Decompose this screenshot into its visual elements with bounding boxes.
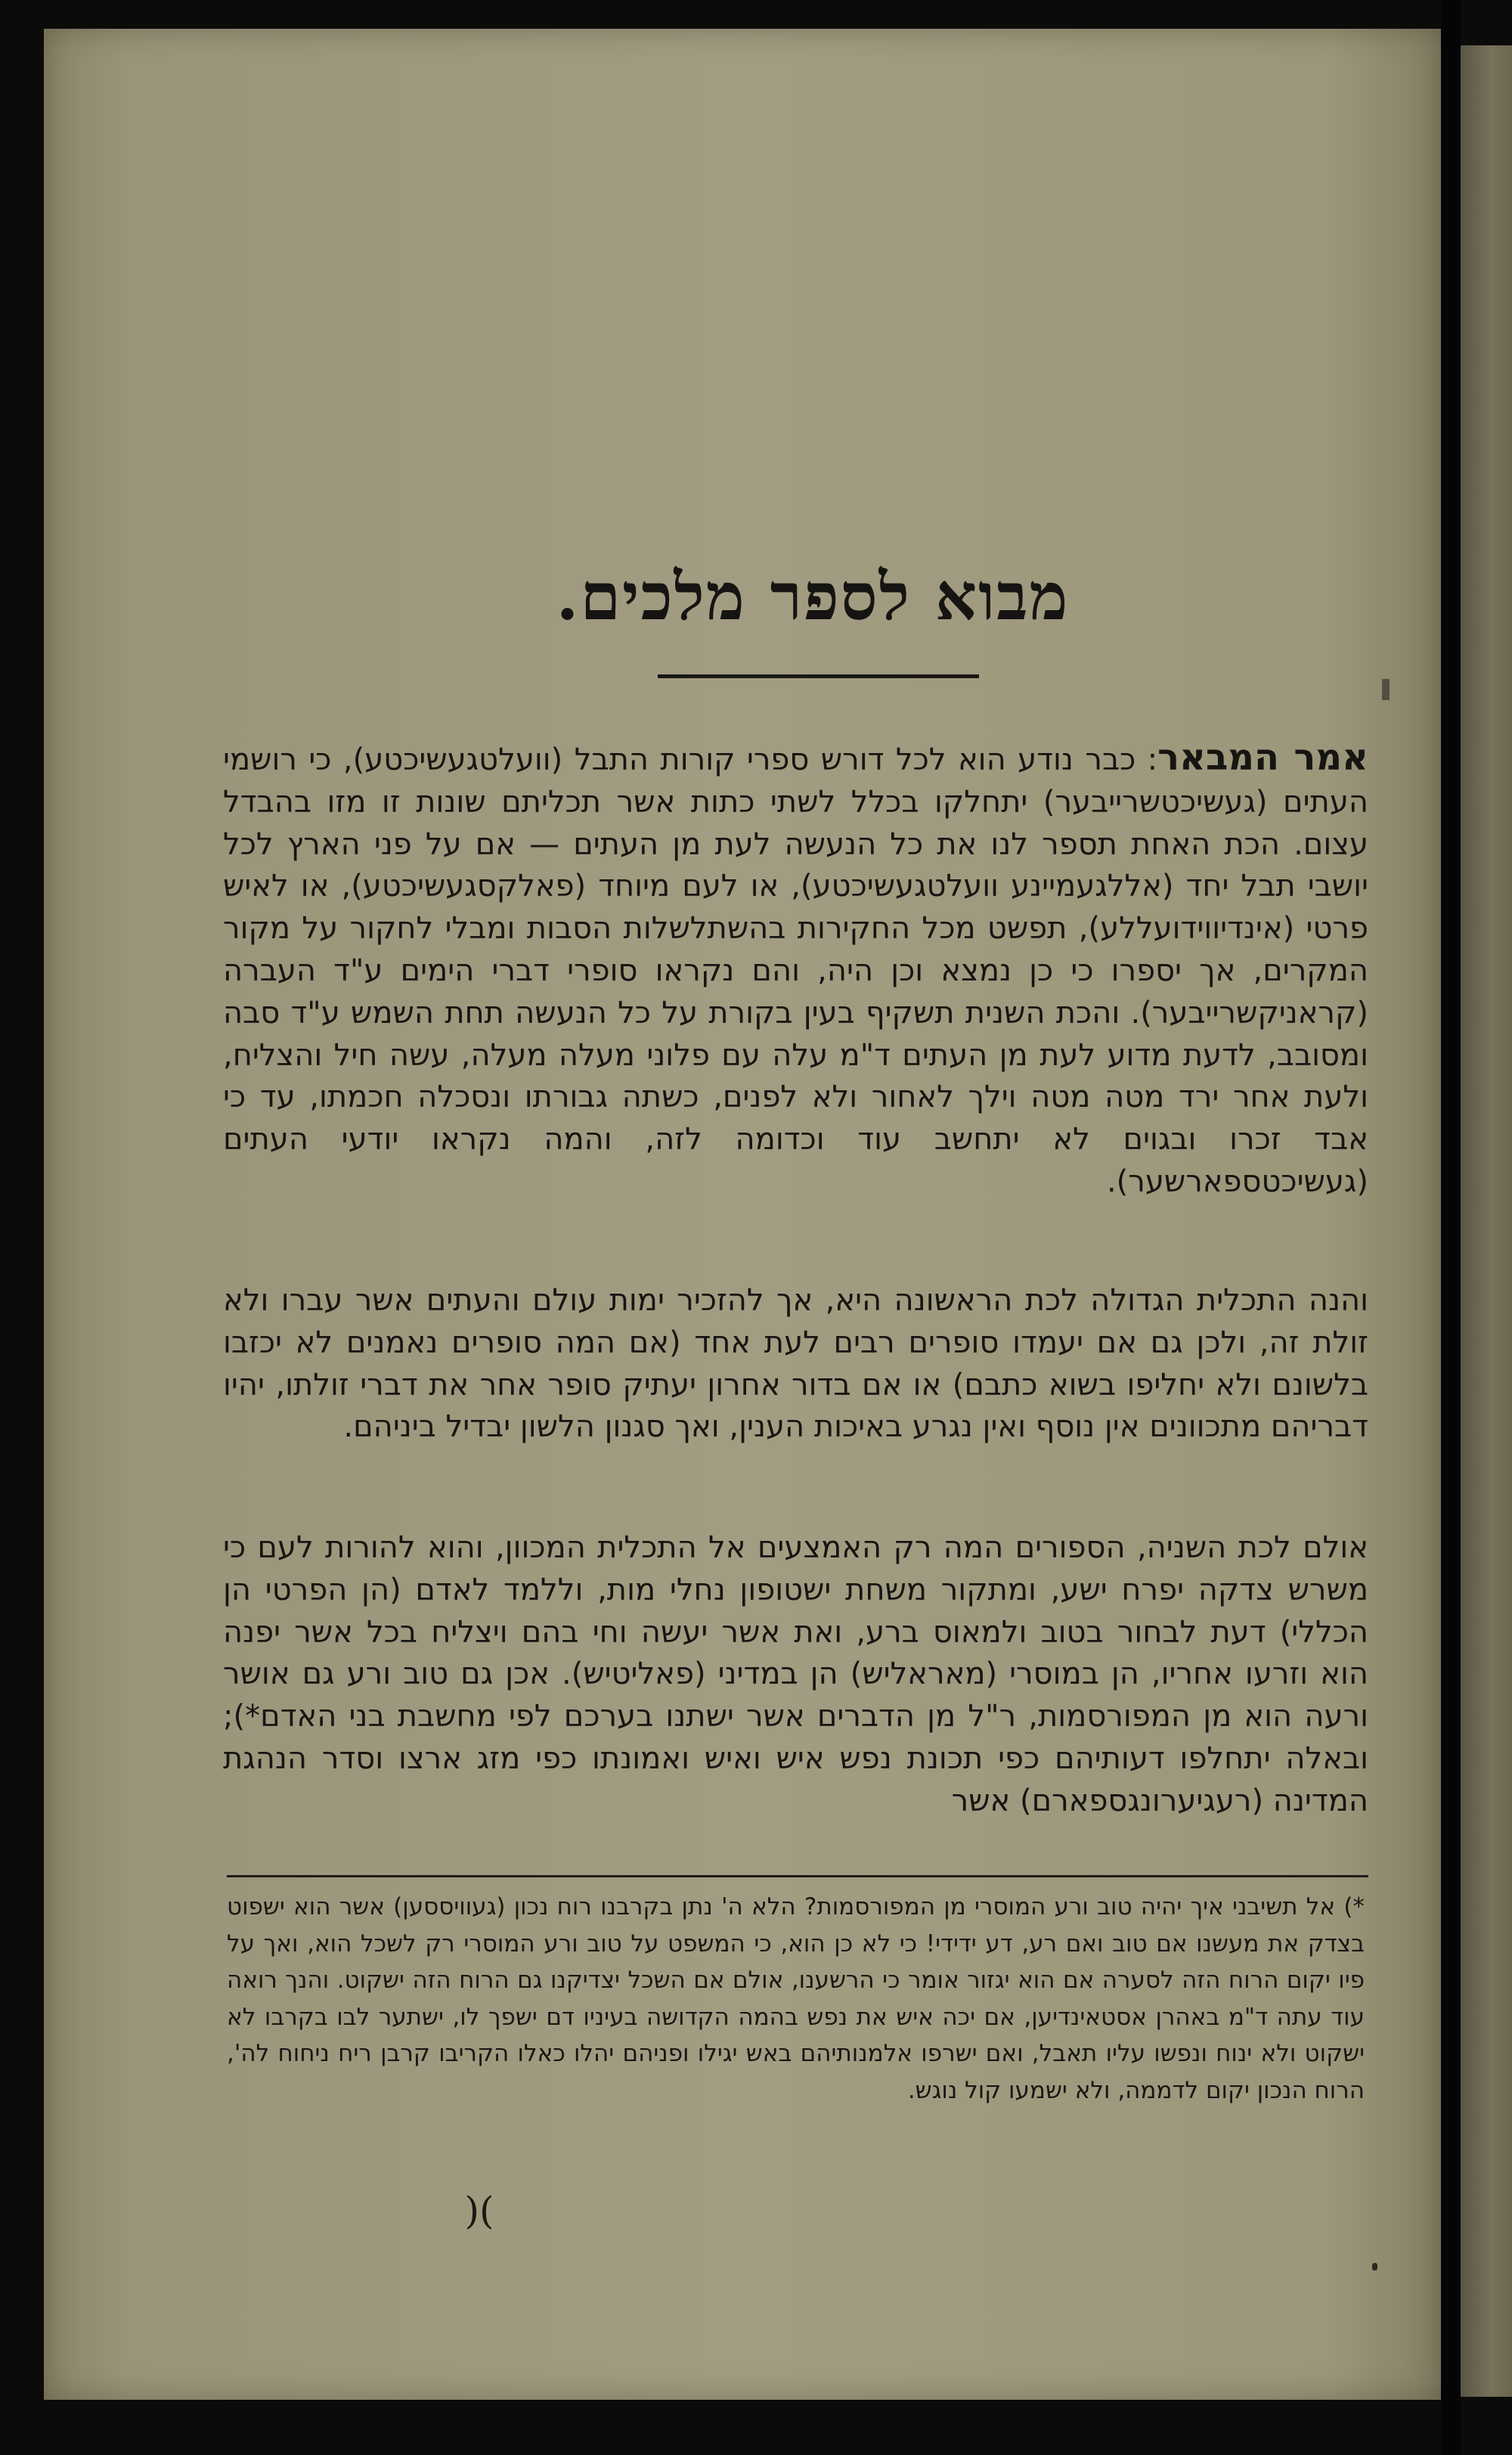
paragraph-3: [223, 1527, 1368, 1823]
paragraph-2-text: והנה התכלית הגדולה לכת הראשונה היא, אך להזכיר ימות עולם והעתים אשר עברו ולא זולת זה, ולכן גם אם יעמדו סופרים רבים לעת אחד (אם המה סופרים נאמנים לא יכזבו בלשונם ולא יחליפו בשוא כתבם) או אם בדור אחרון יעתיק סופר אחר את דברי זולתו, יהיו דבריהם מתכוונים אין נוסף ואין נגרע באיכות הענין, ואך סגנון הלשון יבדיל ביניהם.: [223, 1283, 1368, 1445]
footnote: *) אל תשיבני איך יהיה טוב ורע המוסרי מן המפורסמות? הלא ה' נתן בקרבנו רוח נכון (געוויססען) אשר הוא ישפוט בצדק את מעשנו אם טוב ואם רע, דע ידידי! כי לא כן הוא, כי המשפט על טוב ורע המוסרי רק לשכל הוא, ואך על פיו יקום הרוח הזה לסערה אם הוא יגזור אומר כי הרשענו, אולם אם השכל יצדיקנו גם הרוח הזה ישקוט. והנך רואה עוד עתה ד"מ באהרן אסטאינדיען, אם יכה איש את נפש בהמה הקדושה בעיניו דם ישפך לו, ישתער לבו בקרבו לא ישקוט ולא ינוח ונפשו עליו תאבל, ואם ישרפו אלמנותיהם באש יגילו ופניהם יהלו כאלו הקריבו קרבן ריח ניחוח לה', הרוח הנכון יקום לדממה, ולא ישמעו קול נוגש.: [227, 1893, 1365, 2104]
book-gutter: [1441, 0, 1461, 2455]
footnote-separator-rule: [227, 1875, 1368, 1877]
title-underline-rule: [658, 674, 979, 678]
margin-mark: [1382, 679, 1390, 700]
paragraph-1-text: : כבר נודע הוא לכל דורש ספרי קורות התבל (וועלטגעשיכטע), כי רושמי העתים (געשיכטשרייבער) יתחלקו בכלל לשתי כתות אשר תכליתם שונות זו מזו בהבדל עצום. הכת האחת תספר לנו את כל הנעשה לעת מן העתים — אם על פני הארץ לכל יושבי תבל יחד (אללגעמיינע וועלטגעשיכטע), או לעם מיוחד (פאלקסגעשיכטע), או לאיש פרטי (אינדיווידועללע), תפשט מכל החקירות בהשתלשלות הסבות ומבלי לחקור על מקור המקרים, אך יספרו כי כן נמצא וכן היה, והם נקראו סופרי דברי הימים ע"ד העברה (קראניקשרייבער). והכת השנית תשקיף בעין בקורת על כל הנעשה תחת השמש ע"ד סבה ומסובב, לדעת מדוע לעת מן העתים ד"מ עלה עם פלוני מעלה מעלה, עשה חיל והצליח, ולעת אחר ירד מטה מטה וילך לאחור ולא לפנים, כשתה גבורתו ונסכלה חכמתו, עד כי אבד זכרו ובגוים לא יתחשב עוד וכדומה לזה, והמה נקראו יודעי העתים (געשיכטספארשער).: [223, 742, 1368, 1199]
page-title: מבוא לספר מלכים.: [556, 559, 1070, 635]
facing-page-edge: [1461, 45, 1512, 2397]
paragraph-lead-word: אמר המבאר: [1157, 736, 1368, 779]
paragraph-2: [223, 1280, 1368, 1449]
ink-speck: [1372, 2263, 1377, 2271]
paragraph-1: [223, 737, 1368, 1204]
signature-mark: )(: [464, 2189, 494, 2233]
paragraph-3-text: אולם לכת השניה, הספורים המה רק האמצעים אל התכלית המכוון, והוא להורות לעם כי משרש צדקה יפרח ישע, ומתקור משחת ישטופון נחלי מות, וללמד לאדם (הן הפרטי הן הכללי) דעת לבחור בטוב ולמאוס ברע, ואת אשר יעשה וחי בהם ויצליח בכל אשר יפנה הוא וזרעו אחריו, הן במוסרי (מאראליש) הן במדיני (פאליטיש). אכן גם טוב ורע גם אושר ורעה הוא מן המפורסמות, ר"ל מן הדברים אשר ישתנו בערכם לפי מחשבת בני האדם*); ובאלה יתחלפו דעותיהם כפי תכונת נפש איש ואיש ואמונתו כפי מזג ארצו וסדר הנהגת המדינה (רעגיערונגספארם) אשר: [223, 1530, 1368, 1818]
